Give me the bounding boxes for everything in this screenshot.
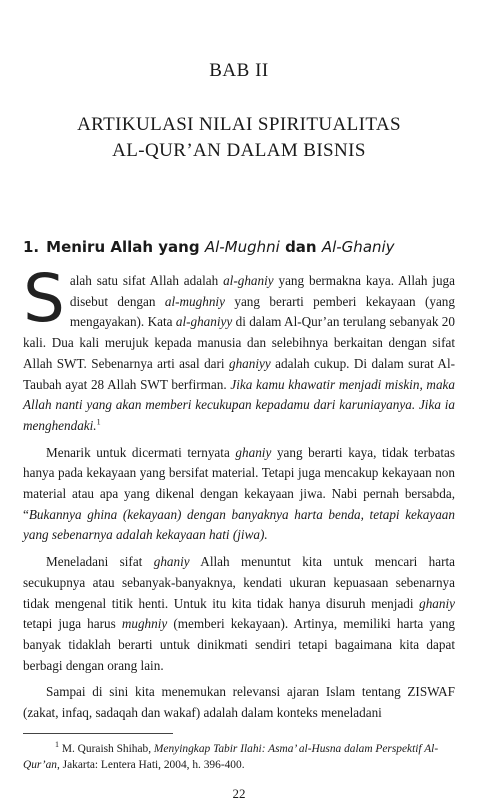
chapter-title-line-2: AL-QUR’AN DALAM BISNIS <box>112 140 366 161</box>
term-ghaniy: ghaniy <box>153 554 190 570</box>
page-number: 22 <box>232 786 246 801</box>
paragraph-3-text: tetapi juga harus <box>23 616 122 632</box>
paragraph-3-text: Meneladani sifat <box>46 554 154 570</box>
chapter-title <box>0 112 478 164</box>
term-mughniy: mughniy <box>121 616 168 632</box>
chapter-title-line-1: ARTIKULASI NILAI SPIRITUALITAS <box>77 114 401 135</box>
footnote-book-title: Menyingkap Tabir Ilahi: Asma’ al-Husna dalam Perspektif Al-Qur’an <box>23 743 439 771</box>
footnote-divider <box>23 733 173 734</box>
section-heading-text-2: dan <box>285 238 317 256</box>
term-al-ghaniyy: al-ghaniyy <box>175 314 233 330</box>
section-heading <box>23 238 463 256</box>
footnote-mark: 1 <box>55 740 59 750</box>
paragraph-3 <box>23 552 455 676</box>
footnote <box>23 741 455 773</box>
paragraph-4 <box>23 682 455 723</box>
paragraph-2-text: yang berarti kaya, tidak terbatas hanya pada kekayaan yang bersifat material. Tetapi juga mencakup kekayaan non material atau apa yang dikenal dengan kekayaan jiwa. Nabi pernah bersabda, “ <box>23 444 455 522</box>
paragraph-1-text: adalah cukup. Di dalam surat Al-Taubah ayat 28 Allah SWT berfirman. <box>23 355 455 392</box>
paragraph-1-text: yang bermakna kaya. Allah juga disebut dengan <box>69 273 455 309</box>
chapter-label: BAB II <box>209 60 269 81</box>
paragraph-1-text: yang berarti pemberi kekayaan (yang mengayakan). Kata <box>69 293 455 330</box>
section-heading-italic-1: Al-Mughni <box>204 238 280 256</box>
paragraph-3-text: Allah menuntut kita untuk mencari harta secukupnya atau sebanyak-banyaknya, kendati ukuran kepuasaan sebenarnya tidak mengenal titik henti. Untuk itu kita tidak hanya disuruh menjadi <box>23 554 455 611</box>
paragraph-1 <box>23 260 455 437</box>
term-al-ghaniy: al-ghaniy <box>223 273 274 288</box>
term-ghaniy: ghaniy <box>419 595 455 611</box>
paragraph-3-text: (memberi kekayaan). Artinya, memiliki harta yang banyak tidaklah berarti untuk dinikmati sendiri tetapi bagaimana kita dapat berbagi dengan orang lain. <box>23 616 456 673</box>
paragraph-4-text: Sampai di sini kita menemukan relevansi ajaran Islam tentang ZISWAF (zakat, infaq, sadaqah dan wakaf) adalah dalam konteks meneladani <box>23 684 455 721</box>
paragraph-1-text: di dalam Al-Qur’an terulang sebanyak 20 kali. Dua kali merujuk kepada manusia dan selebihnya berkaitan dengan sifat Allah SWT. Sebenarnya arti asal dari <box>23 314 455 371</box>
drop-cap: S <box>23 260 65 337</box>
term-ghaniyy: ghaniyy <box>228 355 271 371</box>
paragraph-2-text: Menarik untuk dicermati ternyata <box>46 444 236 460</box>
footnote-publication: , Jakarta: Lentera Hati, 2004, h. 396-400. <box>56 759 245 771</box>
footnote-author: M. Quraish Shihab, <box>59 743 154 755</box>
section-number: 1. <box>23 238 40 256</box>
section-heading-text-1: Meniru Allah yang <box>46 238 200 256</box>
quran-quote: Jika kamu khawatir menjadi miskin, maka Allah nanti yang akan memberi kecukupan kepadamu dari karuniayanya. Jika ia menghendaki. <box>23 376 455 433</box>
body-text <box>23 260 456 730</box>
section-heading-italic-2: Al-Ghaniy <box>321 238 395 256</box>
term-ghaniy: ghaniy <box>235 444 272 460</box>
term-al-mughniy: al-mughniy <box>164 293 225 309</box>
paragraph-2 <box>23 443 455 547</box>
hadith-quote: Bukannya ghina (kekayaan) dengan banyaknya harta benda, tetapi kekayaan yang sebenarnya adalah kekayaan hati (jiwa). <box>23 506 455 543</box>
footnote-reference[interactable]: 1 <box>96 417 101 427</box>
paragraph-1-text: alah satu sifat Allah adalah <box>69 273 224 288</box>
